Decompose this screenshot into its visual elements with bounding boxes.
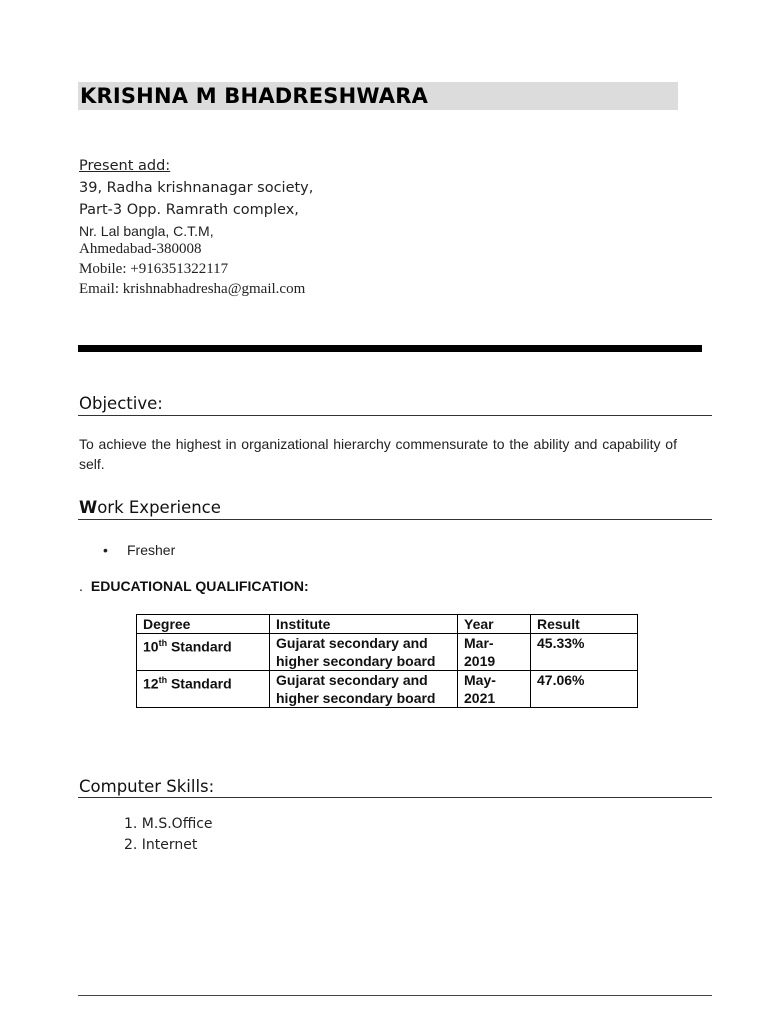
list-item: 1. M.S.Office <box>124 816 213 832</box>
degree-cell <box>137 634 270 671</box>
year-month: Mar- <box>464 635 494 651</box>
candidate-name: KRISHNA M BHADRESHWARA <box>80 84 429 108</box>
year-value: 2021 <box>464 690 496 706</box>
work-experience-heading-rest: ork Experience <box>97 498 221 517</box>
year-cell <box>458 634 531 671</box>
email-address: Email: krishnabhadresha@gmail.com <box>79 281 306 297</box>
objective-heading: Objective: <box>79 394 163 413</box>
column-header-year: Year <box>458 615 531 634</box>
institute-cell: Gujarat secondary and higher secondary board <box>270 671 458 708</box>
bullet-icon: • <box>103 542 108 558</box>
column-header-result: Result <box>531 615 638 634</box>
degree-label: Standard <box>167 675 232 692</box>
section-divider <box>78 345 702 352</box>
degree-label: Standard <box>167 638 232 655</box>
table-header-row <box>137 615 638 634</box>
list-item <box>103 542 175 558</box>
degree-number: 12 <box>143 675 159 692</box>
education-heading-text: EDUCATIONAL QUALIFICATION: <box>90 578 309 594</box>
present-address-label: Present add: <box>79 158 171 174</box>
year-month: May- <box>464 672 496 688</box>
work-experience-heading <box>79 498 221 517</box>
result-cell: 45.33% <box>531 634 638 671</box>
degree-suffix: th <box>158 638 168 648</box>
list-item: 2. Internet <box>124 837 198 853</box>
education-heading <box>79 578 309 594</box>
computer-skills-heading-rule <box>78 797 712 798</box>
degree-number: 10 <box>143 638 159 655</box>
mobile-number: Mobile: +916351322117 <box>79 261 229 277</box>
column-header-institute: Institute <box>270 615 458 634</box>
objective-text: To achieve the highest in organizational hierarchy commensurate to the ability and capability of self. <box>79 436 677 472</box>
address-line-1: 39, Radha krishnanagar society, <box>79 180 314 196</box>
education-heading-lead: . <box>79 578 83 594</box>
computer-skills-heading: Computer Skills: <box>79 777 215 796</box>
work-experience-item: Fresher <box>127 542 176 558</box>
table-row <box>137 671 638 708</box>
work-experience-heading-initial: W <box>79 498 98 517</box>
education-table <box>136 614 638 708</box>
column-header-degree: Degree <box>137 615 270 634</box>
table-row <box>137 634 638 671</box>
work-experience-heading-rule <box>78 519 712 520</box>
result-cell: 47.06% <box>531 671 638 708</box>
address-city: Ahmedabad-380008 <box>79 241 202 257</box>
footer-divider <box>78 995 712 996</box>
degree-suffix: th <box>158 675 168 685</box>
year-cell <box>458 671 531 708</box>
address-line-3: Nr. Lal bangla, C.T.M, <box>79 223 214 239</box>
year-value: 2019 <box>464 653 496 669</box>
degree-cell <box>137 671 270 708</box>
institute-cell: Gujarat secondary and higher secondary board <box>270 634 458 671</box>
objective-heading-rule <box>78 415 712 416</box>
address-line-2: Part-3 Opp. Ramrath complex, <box>79 202 299 218</box>
